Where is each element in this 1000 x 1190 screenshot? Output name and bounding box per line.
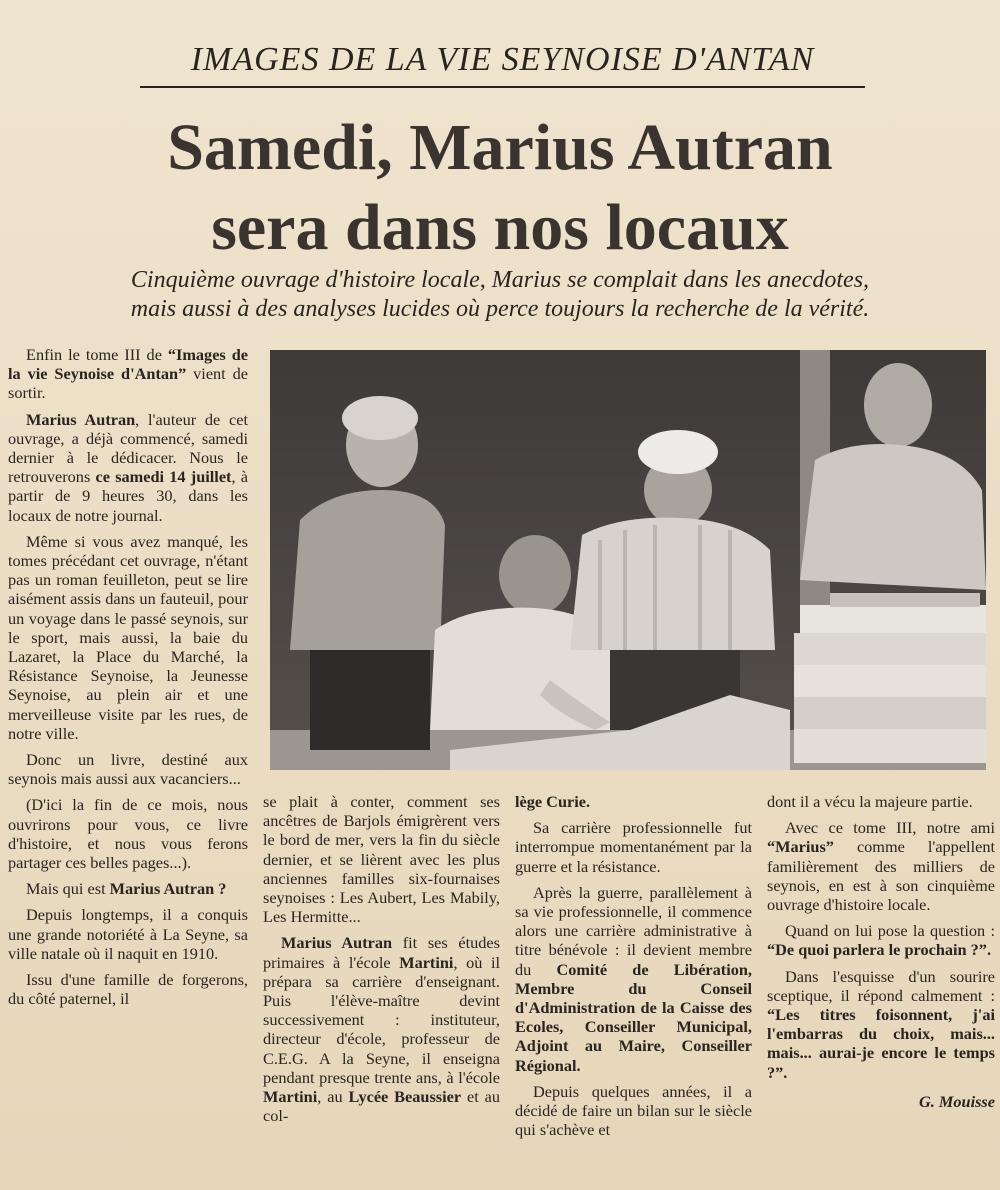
deck-line-2: mais aussi à des analyses lucides où perce toujours la recherche de la vérité. [130, 296, 870, 322]
article-column-1 [8, 345, 248, 1016]
paragraph: Sa carrière professionnelle fut interrompue momentanément par la guerre et la résistance. [515, 818, 752, 876]
paragraph: se plait à conter, comment ses ancêtres de Barjols émigrèrent vers le bord de mer, vers la fin du siècle dernier, et se lièrent avec les plus anciennes familles six-fournaises seynoises : Les Aubert, Les Mabily, Les Hermitte... [263, 792, 500, 927]
article-photo [270, 350, 986, 770]
author-signature: G. Mouisse [919, 1091, 995, 1111]
paragraph: Dans l'esquisse d'un sourire sceptique, il répond calmement : “Les titres foisonnent, j'ai l'embarras du choix, mais... mais... aurai-je encore le temps ?”. [767, 966, 995, 1082]
paragraph: Après la guerre, parallèlement à sa vie professionnelle, il commence alors une carrière administrative à titre bénévole : il devient membre du Comité de Libération, Membre du Conseil d'Administration de la Caisse des Ecoles, Conseiller Municipal, Adjoint au Maire, Conseiller Régional. [515, 882, 752, 1075]
deck-line-1: Cinquième ouvrage d'histoire locale, Marius se complait dans les anecdotes, [130, 267, 870, 293]
paragraph: Depuis quelques années, il a décidé de faire un bilan sur le siècle qui s'achève et [515, 1081, 752, 1140]
paragraph: Issu d'une famille de forgerons, du côté paternel, il [8, 970, 248, 1009]
headline-line-2: sera dans nos locaux [211, 191, 789, 264]
paragraph: Depuis longtemps, il a conquis une grande notoriété à La Seyne, sa ville natale où il naquit en 1910. [8, 905, 248, 963]
deck-subtitle [0, 266, 1000, 324]
article-column-2 [263, 792, 500, 1132]
headline-line-1: Samedi, Marius Autran [167, 111, 833, 184]
paragraph: Enfin le tome III de “Images de la vie Seynoise d'Antan” vient de sortir. [8, 345, 249, 403]
paragraph: Marius Autran, l'auteur de cet ouvrage, a déjà commencé, samedi dernier à le dédicacer. Nous le retrouverons ce samedi 14 juillet, à partir de 9 heures 30, dans les locaux de notre journal. [8, 409, 248, 525]
paragraph: Avec ce tome III, notre ami “Marius” comme l'appellent familièrement des milliers de seynois, en est à son cinquième ouvrage d'histoire locale. [767, 818, 995, 915]
paragraph: lège Curie. [515, 792, 591, 811]
paragraph: Mais qui est Marius Autran ? [26, 879, 227, 899]
paragraph: Quand on lui pose la question : “De quoi parlera le prochain ?”. [767, 921, 995, 960]
paragraph: (D'ici la fin de ce mois, nous ouvrirons pour vous, ce livre d'histoire, et nous vous ferons partager ces belles pages...). [8, 795, 248, 873]
paragraph: Donc un livre, destiné aux seynois mais aussi aux vacanciers... [8, 750, 248, 789]
photo-illustration [270, 350, 986, 770]
headline [0, 108, 1000, 268]
section-kicker: IMAGES DE LA VIE SEYNOISE D'ANTAN [140, 36, 865, 88]
paragraph: Marius Autran fit ses études primaires à l'école Martini, où il prépara sa carrière d'enseignant. Puis l'élève-maître devint successivement : instituteur, directeur d'école, professeur de C.E.G. A la Seyne, il enseigna pendant presque trente ans, à l'école Martini, au Lycée Beaussier et au col- [263, 933, 501, 1126]
article-column-4 [767, 792, 995, 1111]
paragraph: Même si vous avez manqué, les tomes précédant cet ouvrage, n'étant pas un roman feuilleton, peut se lire aisément assis dans un fauteuil, pour un voyage dans le passé seynois, sur le sport, mais aussi, la baie du Lazaret, la Place du Marché, la Résistance Seynoise, la Jeunesse Seynoise, au plein air et une merveilleuse visite par les rues, de notre ville. [8, 531, 248, 743]
article-column-3 [515, 792, 752, 1146]
paragraph: dont il a vécu la majeure partie. [767, 792, 973, 811]
